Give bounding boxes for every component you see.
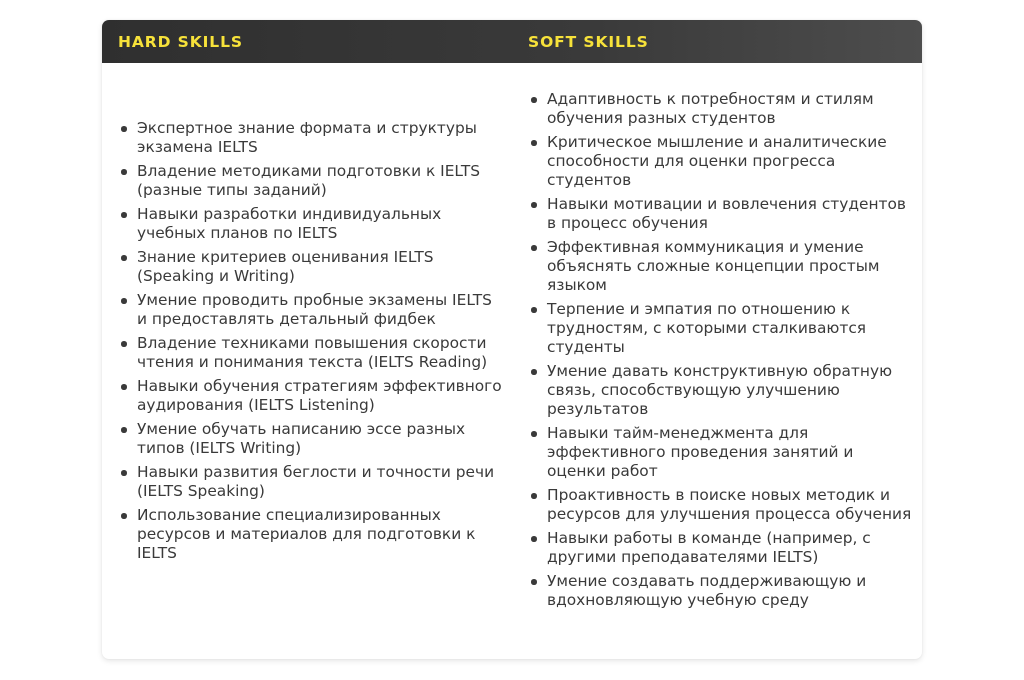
soft-skill-item: Проактивность в поиске новых методик и ресурсов для улучшения процесса обучения — [530, 486, 914, 524]
hard-skills-column — [102, 119, 512, 568]
hard-skills-list — [120, 119, 504, 563]
soft-skill-item: Умение создавать поддерживающую и вдохновляющую учебную среду — [530, 572, 914, 610]
soft-skills-list — [530, 90, 914, 610]
skills-table — [102, 20, 922, 659]
hard-skill-item: Умение проводить пробные экзамены IELTS и предоставлять детальный фидбек — [120, 291, 504, 329]
hard-skill-item: Знание критериев оценивания IELTS (Speaking и Writing) — [120, 248, 504, 286]
hard-skill-item: Использование специализированных ресурсов и материалов для подготовки к IELTS — [120, 506, 504, 563]
soft-skills-column — [512, 90, 922, 615]
soft-skill-item: Критическое мышление и аналитические способности для оценки прогресса студентов — [530, 133, 914, 190]
soft-skill-item: Умение давать конструктивную обратную связь, способствующую улучшению результатов — [530, 362, 914, 419]
soft-skills-heading: SOFT SKILLS — [528, 32, 649, 51]
hard-skill-item: Умение обучать написанию эссе разных типов (IELTS Writing) — [120, 420, 504, 458]
hard-skill-item: Навыки развития беглости и точности речи (IELTS Speaking) — [120, 463, 504, 501]
soft-skill-item: Навыки работы в команде (например, с другими преподавателями IELTS) — [530, 529, 914, 567]
hard-skills-heading: HARD SKILLS — [118, 32, 243, 51]
soft-skill-item: Навыки тайм-менеджмента для эффективного проведения занятий и оценки работ — [530, 424, 914, 481]
hard-skill-item: Владение техниками повышения скорости чтения и понимания текста (IELTS Reading) — [120, 334, 504, 372]
soft-skill-item: Адаптивность к потребностям и стилям обучения разных студентов — [530, 90, 914, 128]
soft-skill-item: Эффективная коммуникация и умение объяснять сложные концепции простым языком — [530, 238, 914, 295]
soft-skill-item: Навыки мотивации и вовлечения студентов в процесс обучения — [530, 195, 914, 233]
hard-skill-item: Экспертное знание формата и структуры экзамена IELTS — [120, 119, 504, 157]
hard-skill-item: Навыки разработки индивидуальных учебных планов по IELTS — [120, 205, 504, 243]
hard-skill-item: Владение методиками подготовки к IELTS (разные типы заданий) — [120, 162, 504, 200]
hard-skill-item: Навыки обучения стратегиям эффективного аудирования (IELTS Listening) — [120, 377, 504, 415]
table-header — [102, 20, 922, 63]
soft-skill-item: Терпение и эмпатия по отношению к трудностям, с которыми сталкиваются студенты — [530, 300, 914, 357]
